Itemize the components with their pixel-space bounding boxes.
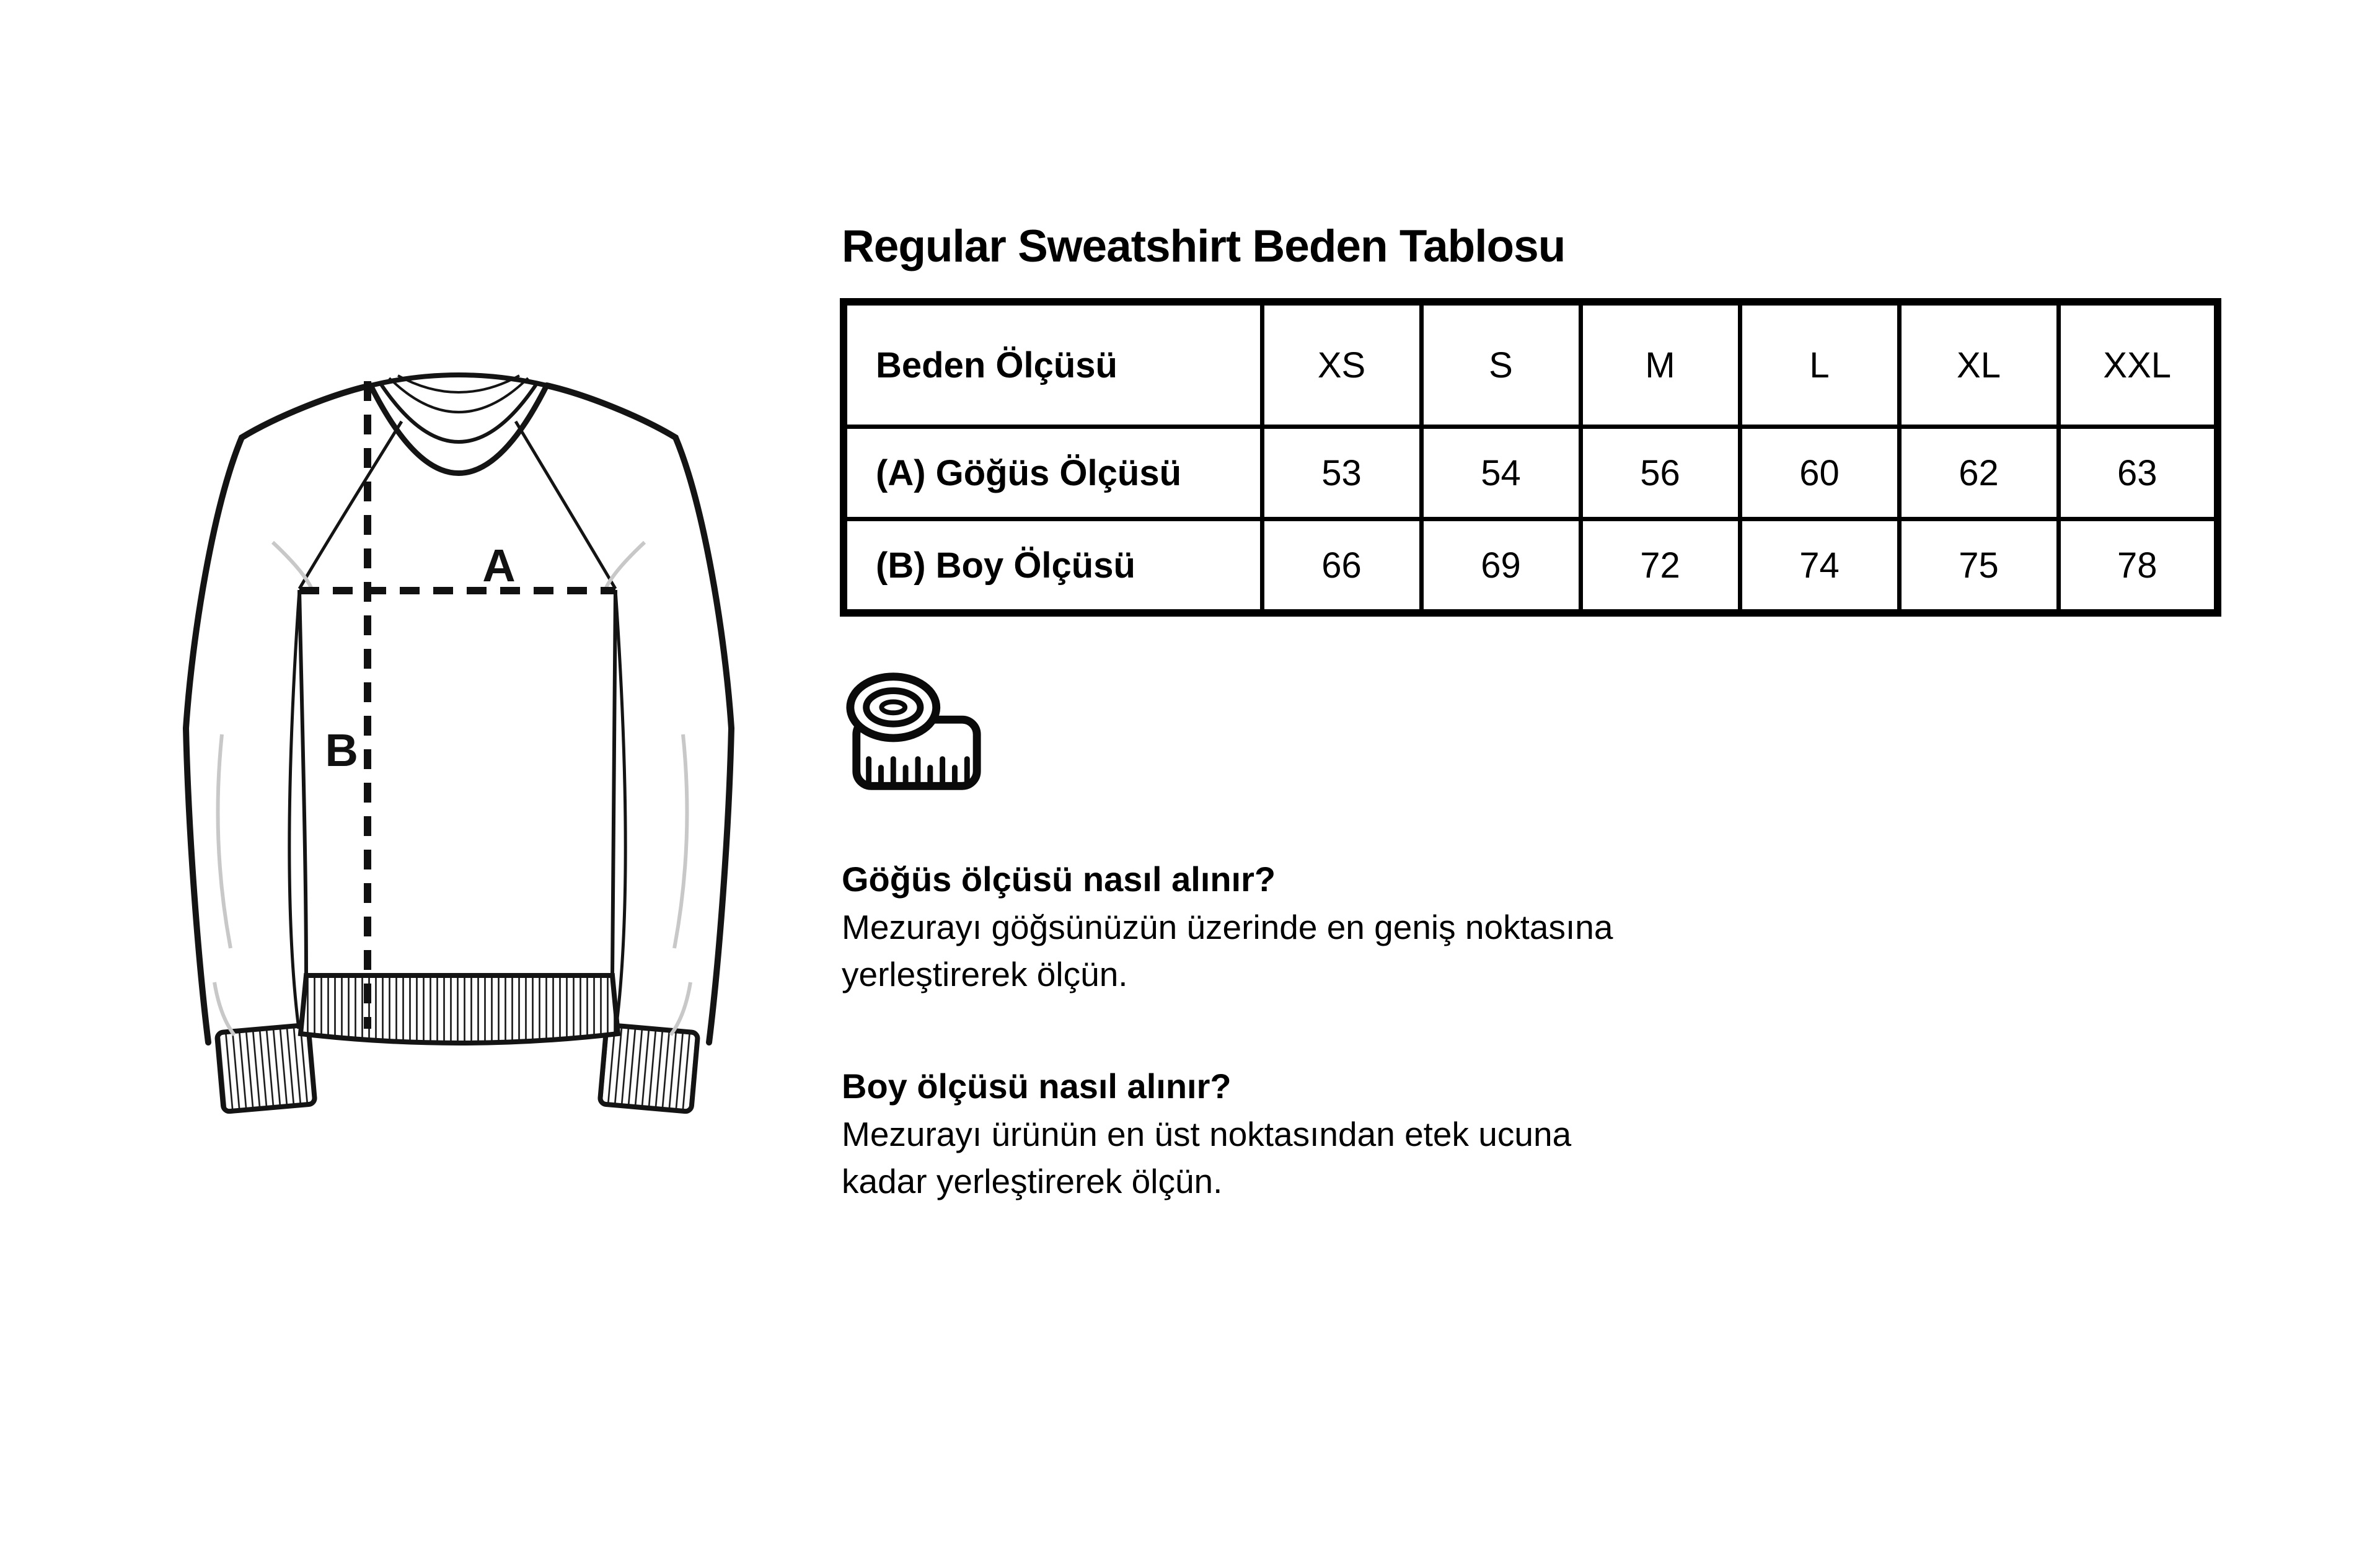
chest-measure-label: A: [482, 540, 516, 591]
table-header-xs: XS: [1262, 302, 1421, 427]
left-sleeve-outline: [186, 385, 371, 1042]
chest-instruction-heading: Göğüs ölçüsü nasıl alınır?: [842, 860, 1276, 899]
length-m: 72: [1580, 519, 1740, 614]
chest-size-row: [844, 427, 2218, 519]
table-header-m: M: [1580, 302, 1740, 427]
tape-measure-icon: [840, 671, 988, 795]
chest-xxl: 63: [2058, 427, 2218, 519]
collar-outer-edge: [371, 385, 547, 473]
length-s: 69: [1421, 519, 1580, 614]
right-sleeve-inner-edge: [615, 590, 625, 1029]
table-header-label: Beden Ölçüsü: [844, 302, 1262, 427]
chest-s: 54: [1421, 427, 1580, 519]
hem-band: [301, 975, 618, 1043]
length-measure-label: B: [325, 724, 358, 776]
chest-instruction-line-2: yerleştirerek ölçün.: [842, 955, 1128, 993]
table-header-row: [844, 302, 2218, 427]
left-cuff: [217, 1025, 315, 1112]
chest-xs: 53: [1262, 427, 1421, 519]
right-sleeve-outline: [547, 385, 731, 1042]
chest-instruction-body: [842, 904, 1613, 998]
chest-l: 60: [1740, 427, 1899, 519]
table-header-s: S: [1421, 302, 1580, 427]
right-cuff: [600, 1025, 699, 1112]
chest-instruction-line-1: Mezurayı göğsünüzün üzerinde en geniş noktasına: [842, 908, 1613, 946]
table-header-xxl: XXL: [2058, 302, 2218, 427]
chest-m: 56: [1580, 427, 1740, 519]
length-l: 74: [1740, 519, 1899, 614]
length-size-row: [844, 519, 2218, 614]
table-header-l: L: [1740, 302, 1899, 427]
chest-row-label: (A) Göğüs Ölçüsü: [844, 427, 1262, 519]
body-right-seam: [612, 590, 615, 975]
length-instruction-line-2: kadar yerleştirerek ölçün.: [842, 1162, 1223, 1200]
length-row-label: (B) Boy Ölçüsü: [844, 519, 1262, 614]
length-xxl: 78: [2058, 519, 2218, 614]
size-table: [840, 298, 2221, 617]
sweatshirt-diagram: [93, 297, 868, 1134]
length-instruction-body: [842, 1111, 1571, 1205]
collar-backneck-line-1: [389, 378, 528, 412]
length-xl: 75: [1899, 519, 2058, 614]
chest-xl: 62: [1899, 427, 2058, 519]
length-xs: 66: [1262, 519, 1421, 614]
length-instruction-line-1: Mezurayı ürünün en üst noktasından etek ucuna: [842, 1115, 1572, 1153]
table-header-xl: XL: [1899, 302, 2058, 427]
right-raglan-seam: [516, 421, 615, 589]
length-instruction-heading: Boy ölçüsü nasıl alınır?: [842, 1067, 1232, 1106]
page-title: Regular Sweatshirt Beden Tablosu: [842, 221, 1566, 271]
